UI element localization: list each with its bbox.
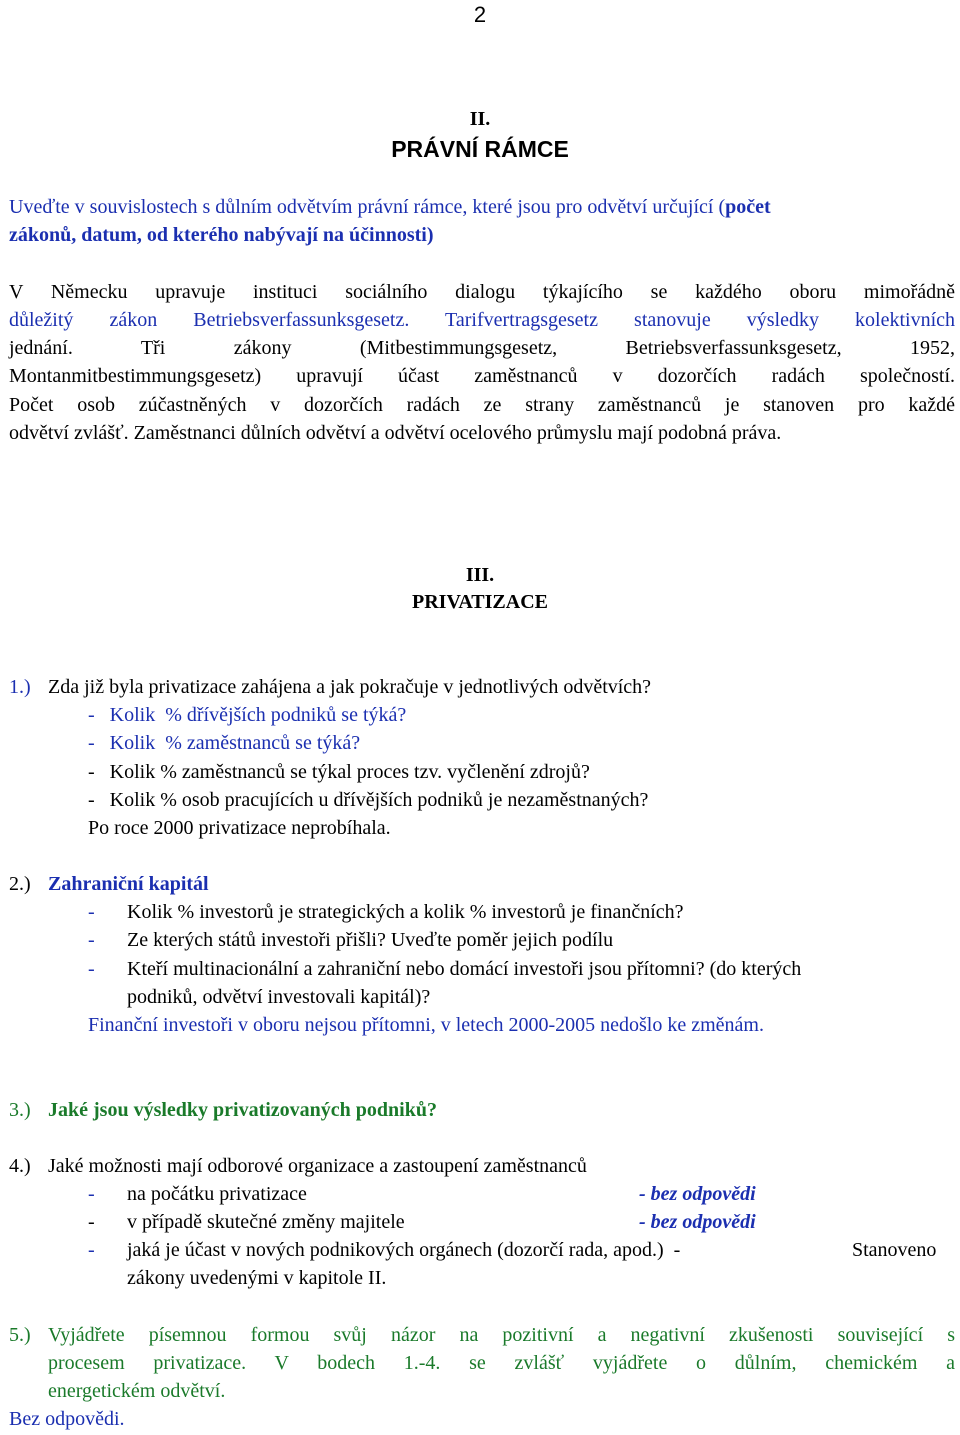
- answer-line: jednání. Tři zákony (Mitbestimmungsgesetz, Betriebsverfassunksgesetz, 1952,: [9, 337, 955, 359]
- list-item: Kteří multinacionální a zahraniční nebo domácí investoři jsou přítomni? (do kterých: [127, 958, 802, 980]
- list-dash: -: [88, 1211, 95, 1233]
- question-text: Jaké možnosti mají odborové organizace a zastoupení zaměstnanců: [48, 1155, 587, 1177]
- no-answer-badge: - bez odpovědi: [639, 1183, 756, 1205]
- list-item: podniků, odvětví investovali kapitál)?: [127, 986, 431, 1008]
- answer-line: Montanmitbestimmungsgesetz) upravují účast zaměstnanců v dozorčích radách společností.: [9, 365, 955, 387]
- question-text: energetickém odvětví.: [48, 1380, 226, 1402]
- question-text: procesem privatizace. V bodech 1.-4. se zvlášť vyjádřete o důlním, chemickém a: [48, 1352, 955, 1374]
- answer-line: Počet osob zúčastněných v dozorčích radách ze strany zaměstnanců je stanoven pro každé: [9, 394, 955, 416]
- answer-line: V Německu upravuje instituci sociálního dialogu týkajícího se každého oboru mimořádně: [9, 281, 955, 303]
- answer-text: Bez odpovědi.: [9, 1408, 125, 1430]
- question-text: Vyjádřete písemnou formou svůj názor na pozitivní a negativní zkušenosti související s: [48, 1324, 955, 1346]
- answer-text: Finanční investoři v oboru nejsou přítomni, v letech 2000-2005 nedošlo ke změnám.: [88, 1014, 764, 1036]
- list-item: - Kolik % zaměstnanců se týká?: [88, 732, 361, 754]
- list-item: Kolik % investorů je strategických a kolik % investorů je finančních?: [127, 901, 684, 923]
- list-dash: -: [88, 958, 95, 980]
- list-item: - Kolik % zaměstnanců se týkal proces tzv. vyčlenění zdrojů?: [88, 761, 590, 783]
- answer-text: Po roce 2000 privatizace neprobíhala.: [88, 817, 391, 839]
- list-item: jaká je účast v nových podnikových orgánech (dozorčí rada, apod.) -: [127, 1239, 681, 1261]
- list-item: v případě skutečné změny majitele: [127, 1211, 405, 1233]
- answer-line: odvětví zvlášť. Zaměstnanci důlních odvětví a odvětví ocelového průmyslu mají podobná práva.: [9, 422, 782, 444]
- section-title: PRIVATIZACE: [412, 591, 548, 613]
- page-number: 2: [473, 2, 487, 27]
- no-answer-badge: - bez odpovědi: [639, 1211, 756, 1233]
- question-text: Zda již byla privatizace zahájena a jak pokračuje v jednotlivých odvětvích?: [48, 676, 652, 698]
- list-dash: -: [88, 1183, 95, 1205]
- question-text: Uveďte v souvislostech s důlním odvětvím právní rámce, které jsou pro odvětví určující (: [9, 196, 726, 218]
- question-number: 3.): [9, 1099, 31, 1121]
- list-item: - Kolik % osob pracujících u dřívějších podniků je nezaměstnaných?: [88, 789, 649, 811]
- question-number: 2.): [9, 873, 31, 895]
- list-dash: -: [88, 1239, 95, 1261]
- section-number: III.: [465, 564, 495, 586]
- list-item: na počátku privatizace: [127, 1183, 307, 1205]
- question-text: Zahraniční kapitál: [48, 873, 209, 895]
- answer-line: důležitý zákon Betriebsverfassunksgesetz. Tarifvertragsgesetz stanovuje výsledky kolektivních: [9, 309, 955, 331]
- question-text: Jaké jsou výsledky privatizovaných podniků?: [48, 1099, 437, 1121]
- question-number: 4.): [9, 1155, 31, 1177]
- section-title: PRÁVNÍ RÁMCE: [391, 136, 569, 162]
- answer-text: Stanoveno: [852, 1239, 937, 1261]
- list-dash: -: [88, 901, 95, 923]
- section-number: II.: [469, 108, 491, 130]
- question-line: [9, 195, 771, 219]
- list-dash: -: [88, 929, 95, 951]
- question-line: zákonů, datum, od kterého nabývají na účinnosti): [9, 224, 434, 246]
- answer-text: zákony uvedenými v kapitole II.: [127, 1267, 387, 1289]
- list-item: Ze kterých států investoři přišli? Uveďte poměr jejich podílu: [127, 929, 614, 951]
- question-emphasis: počet: [725, 196, 771, 218]
- question-number: 5.): [9, 1324, 31, 1346]
- list-item: - Kolik % dřívějších podniků se týká?: [88, 704, 407, 726]
- question-number: 1.): [9, 676, 31, 698]
